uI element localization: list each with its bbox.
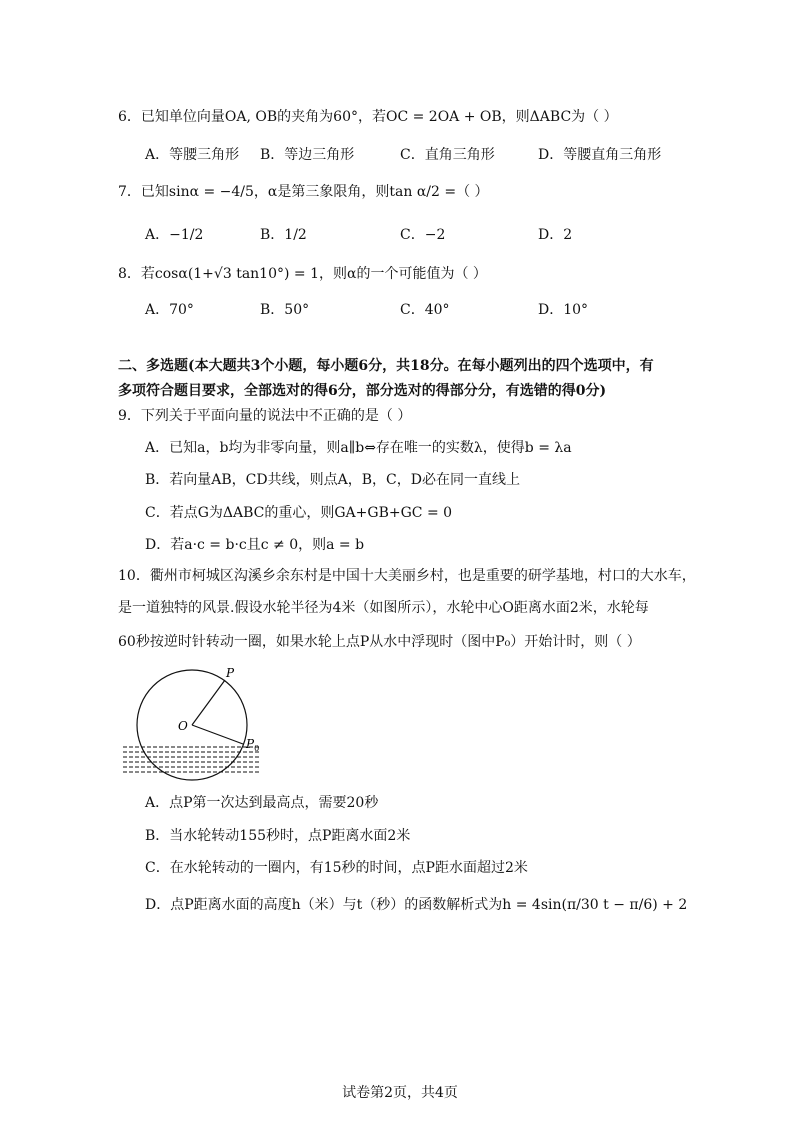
q10-option-a: A．点P第一次达到最高点，需要20秒 — [145, 795, 379, 811]
q8-option-c: C．40° — [400, 302, 450, 318]
label-o: O — [178, 719, 188, 733]
q7-option-c: C．−2 — [400, 227, 446, 243]
q6-stem: 6．已知单位向量OA, OB的夹角为60°，若OC = 2OA + OB，则ΔABC为（ ） — [118, 109, 618, 125]
q9-stem: 9．下列关于平面向量的说法中不正确的是（ ） — [118, 408, 412, 424]
q9-option-b: B．若向量AB，CD共线，则点A，B，C，D必在同一直线上 — [145, 472, 520, 488]
q8-option-a: A．70° — [145, 302, 194, 318]
section2-header-line2: 多项符合题目要求，全部选对的得6分，部分选对的得部分分，有选错的得0分) — [118, 383, 607, 399]
q7-option-a: A．−1/2 — [145, 227, 204, 243]
q8-option-b: B．50° — [260, 302, 310, 318]
q10-stem-line1: 10．衢州市柯城区沟溪乡余东村是中国十大美丽乡村，也是重要的研学基地，村口的大水车， — [118, 568, 696, 584]
q8-stem: 8．若cosα(1+√3 tan10°) = 1，则α的一个可能值为（ ） — [118, 266, 487, 282]
q7-option-b: B．1/2 — [260, 227, 307, 243]
label-p: P — [226, 666, 235, 680]
radius-to-p — [192, 680, 225, 725]
q10-stem-line2: 是一道独特的风景.假设水轮半径为4米（如图所示），水轮中心O距离水面2米，水轮每 — [118, 600, 649, 616]
q6-option-c: C．直角三角形 — [400, 147, 495, 163]
q9-option-d: D．若a·c = b·c且c ≠ 0，则a = b — [145, 537, 365, 553]
label-p0: $P_0$ — [246, 737, 260, 753]
q6-option-a: A．等腰三角形 — [145, 147, 240, 163]
page-footer: 试卷第2页，共4页 — [342, 1085, 458, 1101]
q7-option-d: D．2 — [538, 227, 573, 243]
q10-option-d: D．点P距离水面的高度h（米）与t（秒）的函数解析式为h = 4sin(π/30 t − π/6) + 2 — [145, 897, 688, 913]
water-wheel-figure — [115, 660, 285, 785]
q10-option-c: C．在水轮转动的一圈内，有15秒的时间，点P距水面超过2米 — [145, 860, 528, 876]
q9-option-c: C．若点G为ΔABC的重心，则GA+GB+GC = 0 — [145, 505, 453, 521]
q10-stem-line3: 60秒按逆时针转动一圈，如果水轮上点P从水中浮现时（图中P₀）开始计时，则（ ） — [118, 634, 641, 650]
q6-option-b: B．等边三角形 — [260, 147, 355, 163]
section2-header-line1: 二、多选题(本大题共3个小题，每小题6分，共18分。在每小题列出的四个选项中，有 — [118, 358, 654, 374]
q7-stem: 7．已知sinα = −4/5，α是第三象限角，则tan α/2 =（ ） — [118, 184, 489, 200]
q9-option-a: A．已知a，b均为非零向量，则a∥b⇔存在唯一的实数λ，使得b = λa — [145, 440, 572, 456]
q8-option-d: D．10° — [538, 302, 589, 318]
q10-option-b: B．当水轮转动155秒时，点P距离水面2米 — [145, 828, 411, 844]
radius-to-p0 — [192, 725, 243, 744]
q6-option-d: D．等腰直角三角形 — [538, 147, 662, 163]
